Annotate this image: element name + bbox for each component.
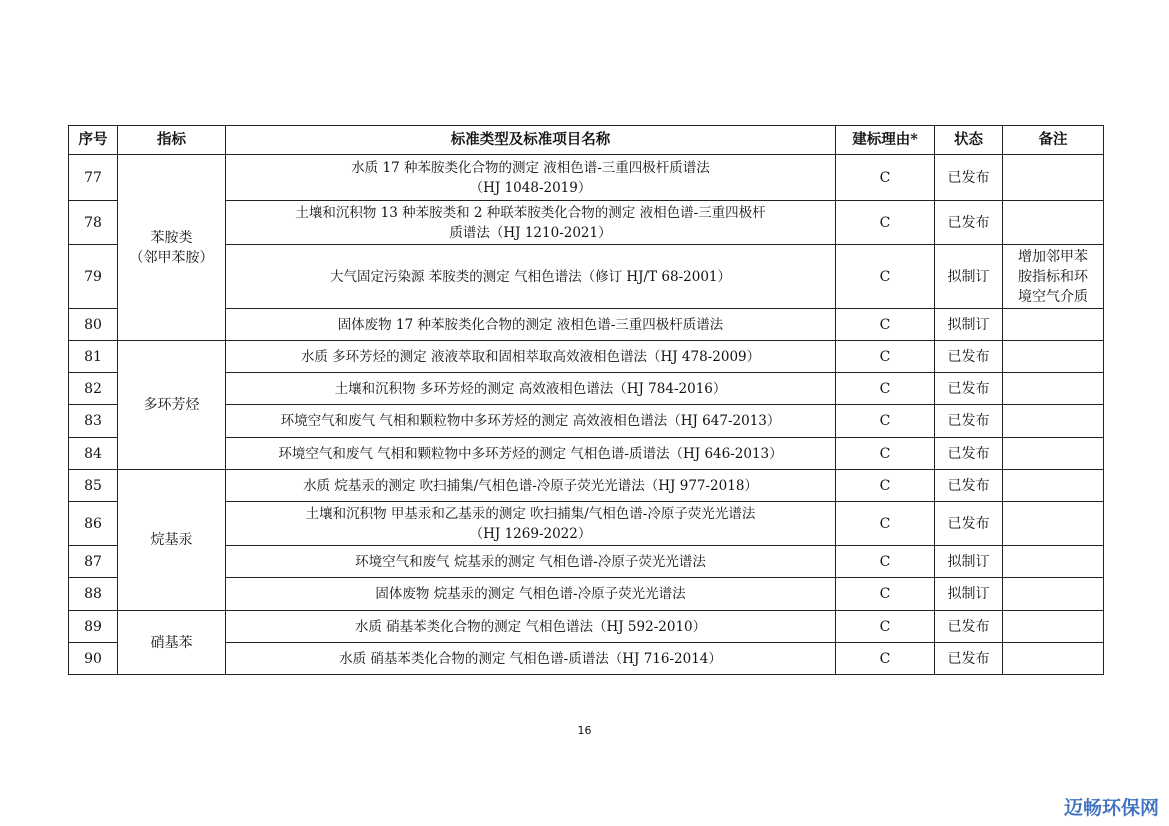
- cell-line: 环境空气和废气 烷基汞的测定 气相色谱-冷原子荧光光谱法: [355, 553, 706, 570]
- header-reason: 建标理由*: [836, 126, 935, 155]
- cell-line: 固体废物 17 种苯胺类化合物的测定 液相色谱-三重四极杆质谱法: [337, 316, 724, 333]
- cell-line: 土壤和沉积物 甲基汞和乙基汞的测定 吹扫捕集/气相色谱-冷原子荧光光谱法: [305, 505, 756, 522]
- reason-cell: C: [836, 155, 935, 201]
- status-cell: 已发布: [935, 438, 1003, 470]
- remark-cell: [1003, 546, 1104, 578]
- remark-cell: [1003, 438, 1104, 470]
- page-number: 16: [577, 724, 592, 737]
- status-cell: 已发布: [935, 611, 1003, 643]
- header-seq: 序号: [69, 126, 118, 155]
- remark-cell: [1003, 341, 1104, 373]
- cell-line: 增加邻甲苯: [1018, 248, 1088, 265]
- seq-cell: 77: [69, 155, 118, 201]
- reason-cell: C: [836, 578, 935, 611]
- table-row: [69, 155, 1104, 201]
- remark-cell: [1003, 155, 1104, 201]
- cell-line: （邻甲苯胺）: [129, 249, 214, 266]
- status-cell: 已发布: [935, 502, 1003, 546]
- cell-line: 苯胺类: [150, 229, 193, 246]
- cell-line: 境空气介质: [1018, 288, 1088, 305]
- standard-title-cell: [226, 578, 836, 611]
- reason-cell: C: [836, 643, 935, 675]
- status-cell: 拟制订: [935, 546, 1003, 578]
- standard-title-cell: [226, 201, 836, 245]
- seq-cell: 80: [69, 309, 118, 341]
- status-cell: 已发布: [935, 373, 1003, 405]
- reason-cell: C: [836, 373, 935, 405]
- standard-title-cell: [226, 546, 836, 578]
- seq-cell: 90: [69, 643, 118, 675]
- reason-cell: C: [836, 201, 935, 245]
- table-row: [69, 611, 1104, 643]
- status-cell: 已发布: [935, 201, 1003, 245]
- standard-title-cell: [226, 155, 836, 201]
- reason-cell: C: [836, 245, 935, 309]
- table-row: [69, 470, 1104, 502]
- header-indicator: 指标: [118, 126, 226, 155]
- standard-title-cell: [226, 405, 836, 438]
- cell-line: 胺指标和环: [1018, 268, 1088, 285]
- cell-line: 质谱法（HJ 1210-2021）: [449, 224, 612, 241]
- cell-line: 土壤和沉积物 13 种苯胺类和 2 种联苯胺类化合物的测定 液相色谱-三重四极杆: [295, 204, 766, 221]
- cell-line: （HJ 1269-2022）: [469, 525, 592, 542]
- cell-line: 多环芳烃: [143, 397, 200, 413]
- status-cell: 已发布: [935, 470, 1003, 502]
- seq-cell: 84: [69, 438, 118, 470]
- status-cell: 已发布: [935, 341, 1003, 373]
- table-body: [69, 155, 1104, 675]
- cell-line: 土壤和沉积物 多环芳烃的测定 高效液相色谱法（HJ 784-2016）: [334, 380, 727, 397]
- seq-cell: 85: [69, 470, 118, 502]
- remark-cell: [1003, 470, 1104, 502]
- cell-line: 环境空气和废气 气相和颗粒物中多环芳烃的测定 高效液相色谱法（HJ 647-2013）: [280, 413, 781, 429]
- status-cell: 拟制订: [935, 245, 1003, 309]
- status-cell: 已发布: [935, 405, 1003, 438]
- remark-cell: [1003, 245, 1104, 309]
- header-remark: 备注: [1003, 126, 1104, 155]
- standards-table: [68, 125, 1104, 675]
- seq-cell: 86: [69, 502, 118, 546]
- status-cell: 拟制订: [935, 309, 1003, 341]
- reason-cell: C: [836, 502, 935, 546]
- standard-title-cell: [226, 341, 836, 373]
- seq-cell: 89: [69, 611, 118, 643]
- cell-line: 硝基苯: [150, 634, 193, 651]
- indicator-cell: [118, 470, 226, 611]
- cell-line: 烷基汞: [150, 532, 193, 548]
- table-row: [69, 341, 1104, 373]
- cell-line: 大气固定污染源 苯胺类的测定 气相色谱法（修订 HJ/T 68-2001）: [330, 268, 731, 285]
- reason-cell: C: [836, 470, 935, 502]
- reason-cell: C: [836, 341, 935, 373]
- seq-cell: 88: [69, 578, 118, 611]
- seq-cell: 82: [69, 373, 118, 405]
- status-cell: 已发布: [935, 643, 1003, 675]
- header-status: 状态: [935, 126, 1003, 155]
- remark-cell: [1003, 578, 1104, 611]
- reason-cell: C: [836, 611, 935, 643]
- standard-title-cell: [226, 245, 836, 309]
- seq-cell: 81: [69, 341, 118, 373]
- seq-cell: 87: [69, 546, 118, 578]
- cell-line: 水质 多环芳烃的测定 液液萃取和固相萃取高效液相色谱法（HJ 478-2009）: [300, 348, 761, 365]
- standard-title-cell: [226, 373, 836, 405]
- indicator-cell: [118, 611, 226, 675]
- watermark: 迈畅环保网: [1063, 797, 1159, 819]
- standard-title-cell: [226, 643, 836, 675]
- cell-line: 水质 硝基苯类化合物的测定 气相色谱法（HJ 592-2010）: [354, 618, 707, 635]
- remark-cell: [1003, 643, 1104, 675]
- seq-cell: 83: [69, 405, 118, 438]
- standard-title-cell: [226, 309, 836, 341]
- reason-cell: C: [836, 309, 935, 341]
- cell-line: （HJ 1048-2019）: [469, 179, 592, 196]
- remark-cell: [1003, 309, 1104, 341]
- indicator-cell: [118, 341, 226, 470]
- seq-cell: 79: [69, 245, 118, 309]
- header-title: 标准类型及标准项目名称: [226, 126, 836, 155]
- remark-cell: [1003, 405, 1104, 438]
- cell-line: 固体废物 烷基汞的测定 气相色谱-冷原子荧光光谱法: [375, 586, 686, 602]
- standard-title-cell: [226, 438, 836, 470]
- status-cell: 拟制订: [935, 578, 1003, 611]
- standard-title-cell: [226, 611, 836, 643]
- seq-cell: 78: [69, 201, 118, 245]
- reason-cell: C: [836, 546, 935, 578]
- cell-line: 水质 烷基汞的测定 吹扫捕集/气相色谱-冷原子荧光光谱法（HJ 977-2018）: [303, 477, 758, 494]
- remark-cell: [1003, 201, 1104, 245]
- remark-cell: [1003, 373, 1104, 405]
- remark-cell: [1003, 502, 1104, 546]
- standard-title-cell: [226, 470, 836, 502]
- remark-cell: [1003, 611, 1104, 643]
- table-header-row: [69, 126, 1104, 155]
- cell-line: 水质 17 种苯胺类化合物的测定 液相色谱-三重四极杆质谱法: [351, 159, 710, 176]
- standard-title-cell: [226, 502, 836, 546]
- reason-cell: C: [836, 405, 935, 438]
- reason-cell: C: [836, 438, 935, 470]
- cell-line: 环境空气和废气 气相和颗粒物中多环芳烃的测定 气相色谱-质谱法（HJ 646-2013）: [278, 445, 783, 462]
- cell-line: 水质 硝基苯类化合物的测定 气相色谱-质谱法（HJ 716-2014）: [339, 650, 722, 667]
- status-cell: 已发布: [935, 155, 1003, 201]
- indicator-cell: [118, 155, 226, 341]
